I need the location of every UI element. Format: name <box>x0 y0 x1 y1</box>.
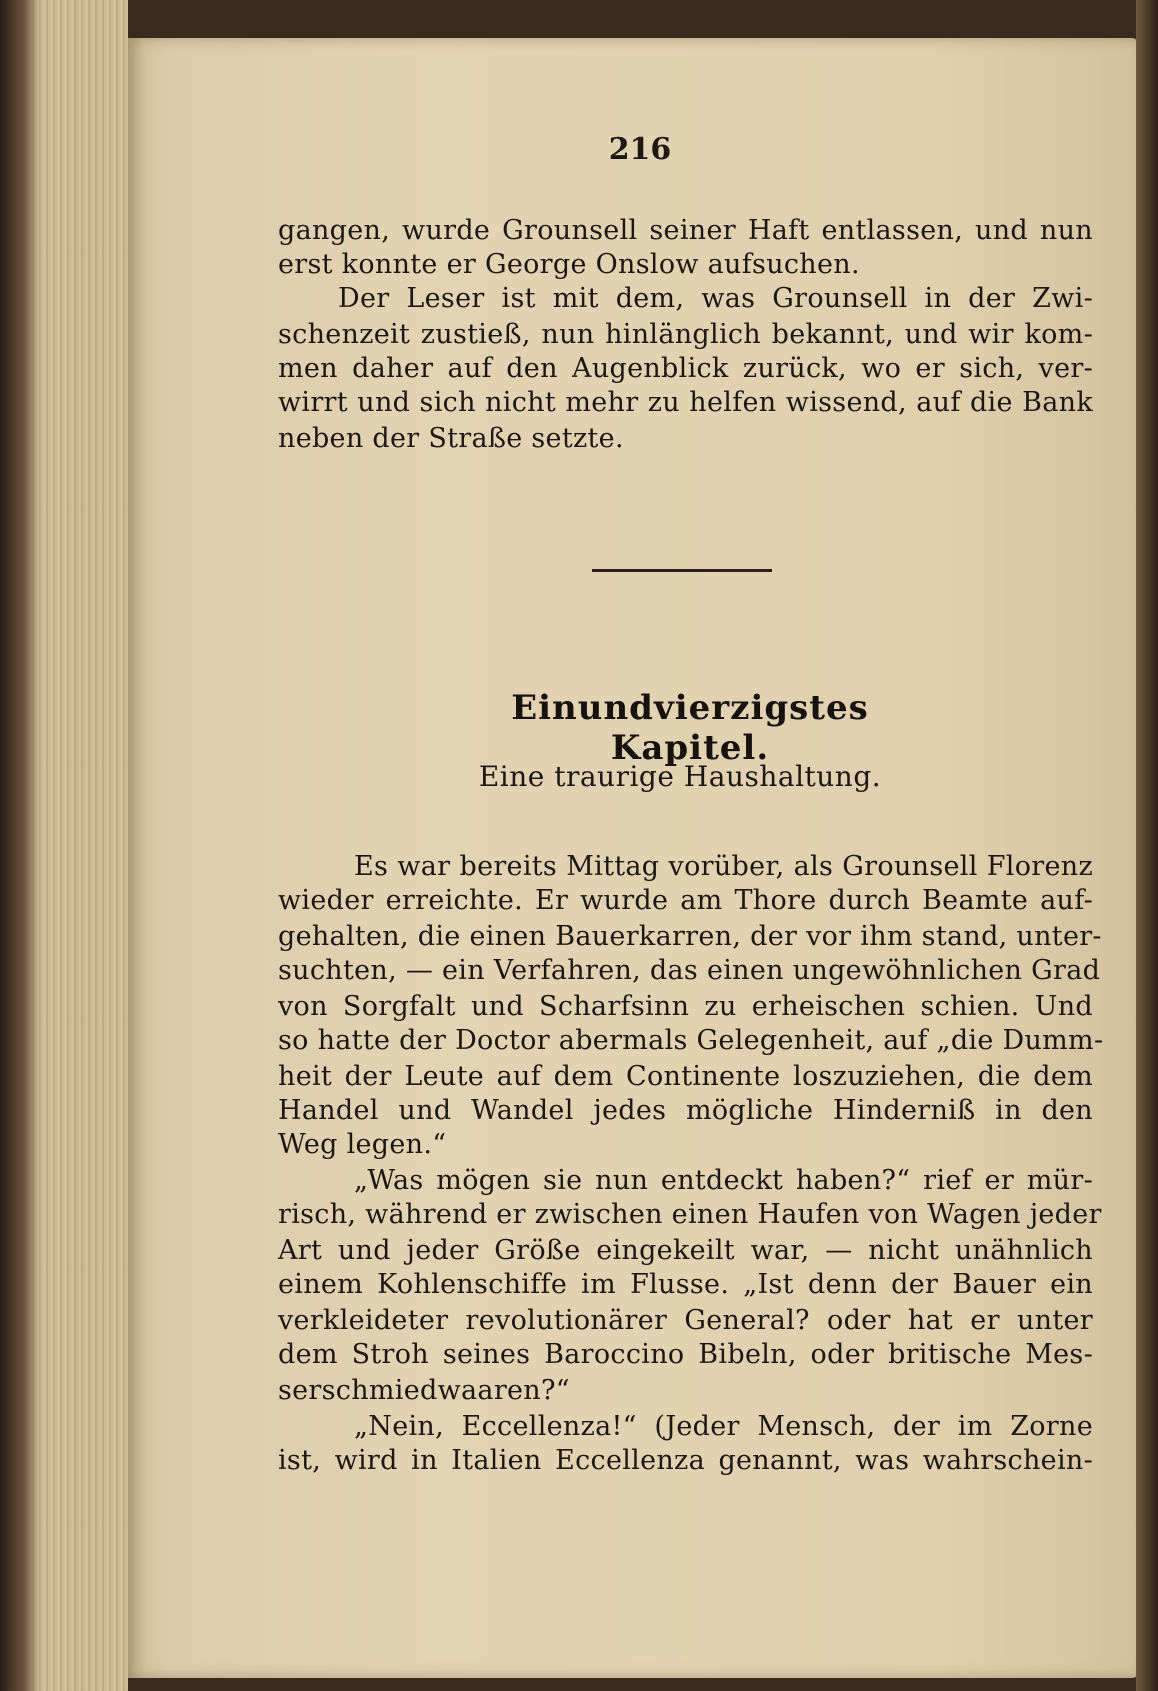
text-line: men daher auf den Augenblick zurück, wo er sich, ver- <box>278 353 1093 384</box>
text-line: Es war bereits Mittag vorüber, als Grounsell Florenz <box>354 851 1093 882</box>
text-line: Art und jeder Größe eingekeilt war, — nicht unähnlich <box>278 1235 1093 1266</box>
text-line: einem Kohlenschiffe im Flusse. „Ist denn der Bauer ein <box>278 1269 1093 1300</box>
text-line: risch, während er zwischen einen Haufen von Wagen jeder <box>278 1199 1102 1230</box>
text-line: ist, wird in Italien Eccellenza genannt, was wahrschein- <box>278 1445 1093 1476</box>
text-line: serschmiedwaaren?“ <box>278 1375 570 1406</box>
section-divider <box>592 569 772 572</box>
text-line: Der Leser ist mit dem, was Grounsell in der Zwi- <box>338 283 1093 314</box>
text-line: wirrt und sich nicht mehr zu helfen wissend, auf die Bank <box>278 387 1093 418</box>
text-line: gehalten, die einen Bauerkarren, der vor ihm stand, unter- <box>278 921 1102 952</box>
spine-shadow <box>0 0 40 1691</box>
text-line: Handel und Wandel jedes mögliche Hinderniß in den <box>278 1095 1093 1126</box>
right-page-edge <box>1136 0 1158 1691</box>
text-line: wieder erreichte. Er wurde am Thore durch Beamte auf- <box>278 885 1093 916</box>
text-line: „Was mögen sie nun entdeckt haben?“ rief er mür- <box>354 1165 1093 1196</box>
text-line: suchten, — ein Verfahren, das einen ungewöhnlichen Grad <box>278 955 1101 986</box>
text-line: neben der Straße setzte. <box>278 423 624 454</box>
text-line: so hatte der Doctor abermals Gelegenheit, auf „die Dumm- <box>278 1025 1104 1056</box>
page-number: 216 <box>608 132 672 167</box>
text-line: „Nein, Eccellenza!“ (Jeder Mensch, der im Zorne <box>354 1411 1093 1442</box>
text-line: gangen, wurde Grounsell seiner Haft entlassen, und nun <box>278 215 1093 246</box>
text-line: schenzeit zustieß, nun hinlänglich bekannt, und wir kom- <box>278 319 1093 350</box>
chapter-title: Einundvierzigstes Kapitel. <box>511 688 869 768</box>
text-line: Weg legen.“ <box>278 1129 447 1160</box>
text-line: von Sorgfalt und Scharfsinn zu erheischen schien. Und <box>278 991 1093 1022</box>
chapter-subtitle: Eine traurige Haushaltung. <box>478 760 882 793</box>
text-line: verkleideter revolutionärer General? oder hat er unter <box>278 1305 1093 1336</box>
text-line: heit der Leute auf dem Continente loszuziehen, die dem <box>278 1061 1093 1092</box>
text-line: dem Stroh seines Baroccino Bibeln, oder britische Mes- <box>278 1339 1093 1370</box>
text-line: erst konnte er George Onslow aufsuchen. <box>278 249 860 280</box>
